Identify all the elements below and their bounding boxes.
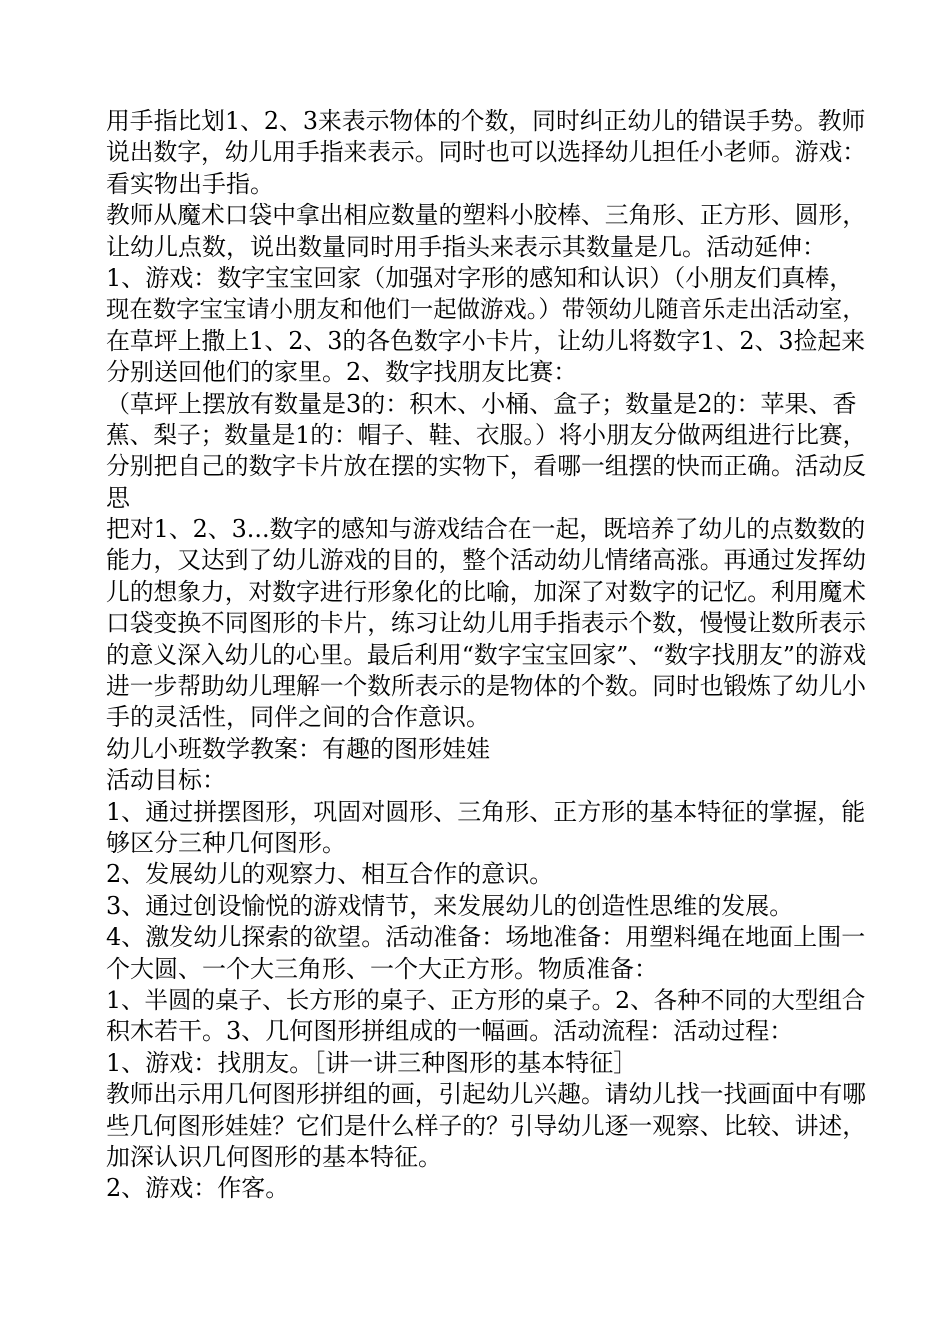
text-line: 1、游戏：数字宝宝回家（加强对字形的感知和认识）（小朋友们真棒， xyxy=(106,263,854,292)
text-line: 把对1、2、3...数字的感知与游戏结合在一起，既培养了幼儿的点数数的 xyxy=(106,515,866,544)
text-line: 活动目标： xyxy=(106,766,226,795)
text-line: 分别送回他们的家里。2、数字找朋友比赛： xyxy=(106,358,578,387)
text-line: 1、半圆的桌子、长方形的桌子、正方形的桌子。2、各种不同的大型组合 xyxy=(106,985,866,1014)
text-line: 2、发展幼儿的观察力、相互合作的意识。 xyxy=(106,860,554,889)
text-line: 的意义深入幼儿的心里。最后利用“数字宝宝回家”、“数字找朋友”的游戏 xyxy=(106,640,867,669)
text-line: 在草坪上撒上1、2、3的各色数字小卡片，让幼儿将数字1、2、3捡起来 xyxy=(106,326,866,355)
text-line: （草坪上摆放有数量是3的：积木、小桶、盒子；数量是2的：苹果、香 xyxy=(106,389,857,418)
text-line: 手的灵活性，同伴之间的合作意识。 xyxy=(106,703,490,732)
text-line: 思 xyxy=(106,483,130,512)
text-line: 口袋变换不同图形的卡片，练习让幼儿用手指表示个数，慢慢让数所表示 xyxy=(106,609,867,638)
text-line: 进一步帮助幼儿理解一个数所表示的是物体的个数。同时也锻炼了幼儿小 xyxy=(106,672,867,701)
text-line: 说出数字，幼儿用手指来表示。同时也可以选择幼儿担任小老师。游戏： xyxy=(106,138,867,167)
text-line: 现在数字宝宝请小朋友和他们一起做游戏。）带领幼儿随音乐走出活动室， xyxy=(106,295,866,324)
text-line: 加深认识几何图形的基本特征。 xyxy=(106,1142,442,1171)
section-title: 幼儿小班数学教案：有趣的图形娃娃 xyxy=(106,734,490,763)
text-line: 儿的想象力，对数字进行形象化的比喻，加深了对数字的记忆。利用魔术 xyxy=(106,577,867,606)
text-line: 蕉、梨子；数量是1的：帽子、鞋、衣服。）将小朋友分做两组进行比赛， xyxy=(106,420,867,449)
text-line: 看实物出手指。 xyxy=(106,169,274,198)
text-line: 教师出示用几何图形拼组的画，引起幼儿兴趣。请幼儿找一找画面中有哪 xyxy=(106,1080,867,1109)
text-line: 3、通过创设愉悦的游戏情节，来发展幼儿的创造性思维的发展。 xyxy=(106,891,794,920)
text-line: 让幼儿点数，说出数量同时用手指头来表示其数量是几。活动延伸： xyxy=(106,232,826,261)
text-line: 能力，又达到了幼儿游戏的目的，整个活动幼儿情绪高涨。再通过发挥幼 xyxy=(106,546,867,575)
text-line: 1、游戏：找朋友。［讲一讲三种图形的基本特征］ xyxy=(106,1048,638,1077)
text-line: 些几何图形娃娃？它们是什么样子的？引导幼儿逐一观察、比较、讲述， xyxy=(106,1111,867,1140)
text-line: 用手指比划1、2、3来表示物体的个数，同时纠正幼儿的错误手势。教师 xyxy=(106,107,866,135)
text-line: 个大圆、一个大三角形、一个大正方形。物质准备： xyxy=(106,954,658,983)
document-body xyxy=(106,106,866,1205)
text-line: 教师从魔术口袋中拿出相应数量的塑料小胶棒、三角形、正方形、圆形， xyxy=(106,201,867,230)
text-line: 分别把自己的数字卡片放在摆的实物下，看哪一组摆的快而正确。活动反 xyxy=(106,452,867,481)
text-line: 积木若干。3、几何图形拼组成的一幅画。活动流程：活动过程： xyxy=(106,1017,794,1046)
text-line: 2、游戏：作客。 xyxy=(106,1174,290,1203)
text-line: 1、通过拼摆图形，巩固对圆形、三角形、正方形的基本特征的掌握，能 xyxy=(106,797,866,826)
text-line: 够区分三种几何图形。 xyxy=(106,828,346,857)
text-line: 4、激发幼儿探索的欲望。活动准备：场地准备：用塑料绳在地面上围一 xyxy=(106,923,866,952)
